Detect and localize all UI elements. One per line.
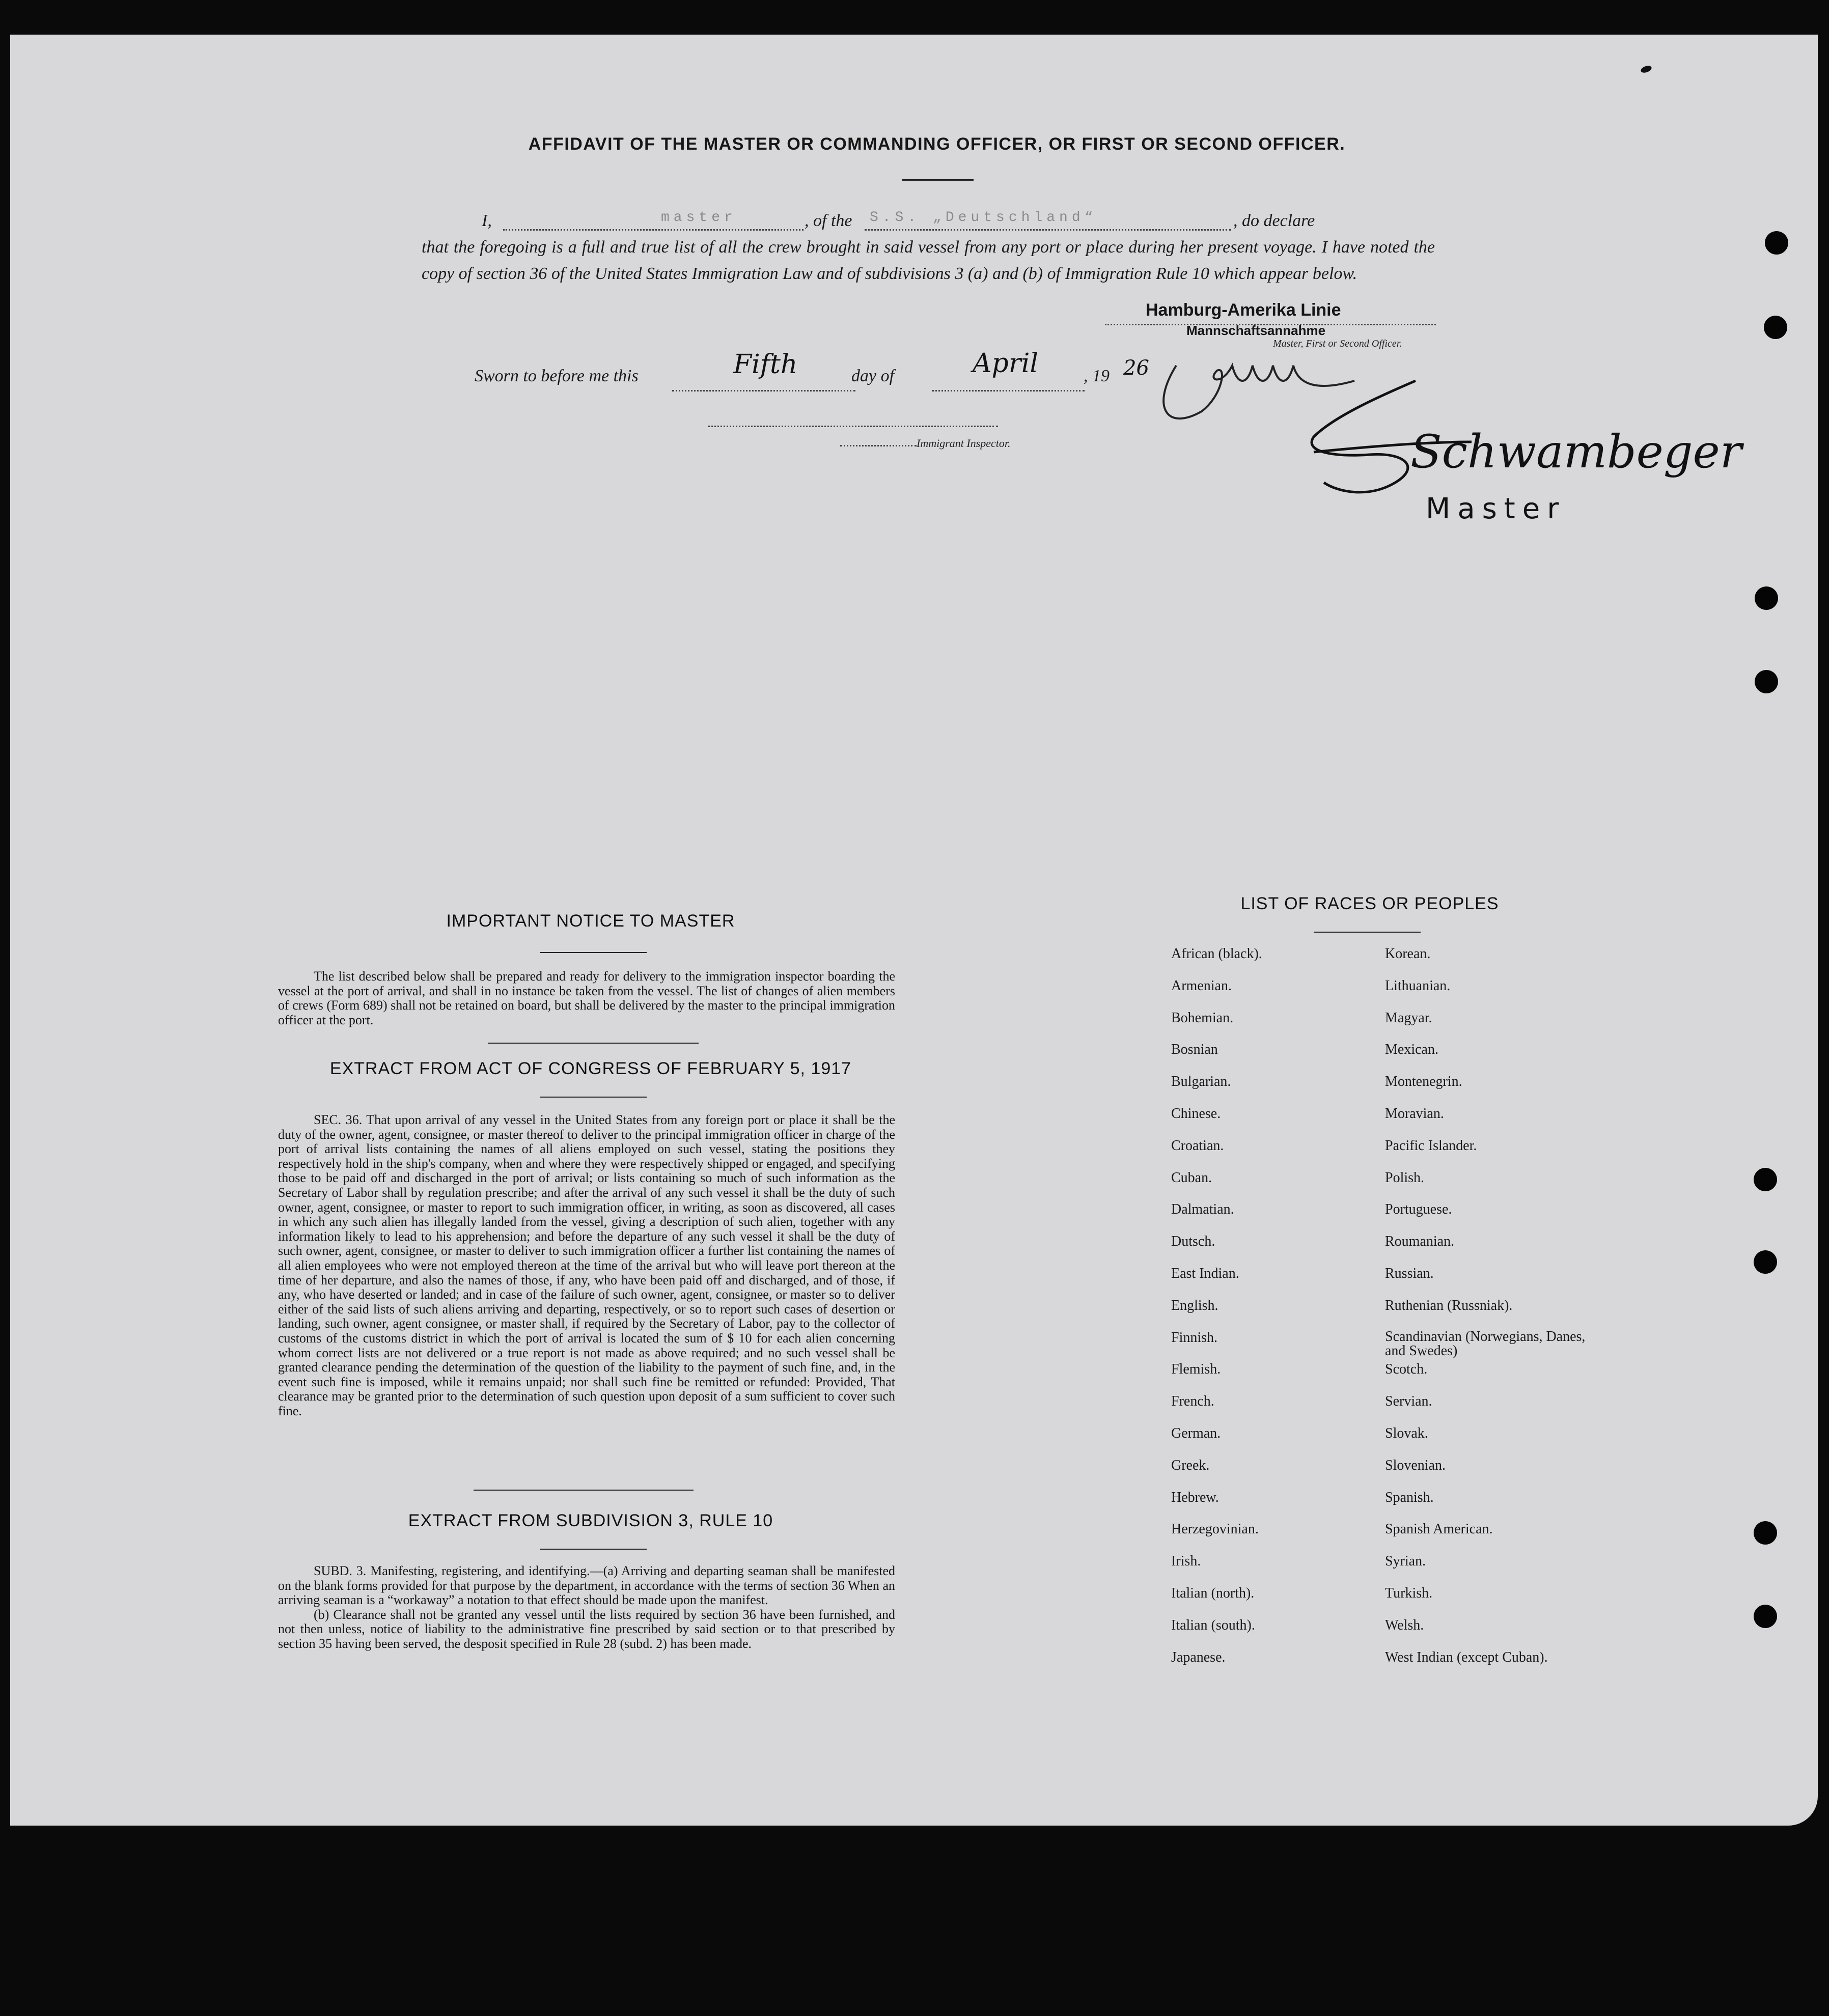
punch-hole xyxy=(1754,1250,1777,1274)
notice-paragraph: The list described below shall be prepared and ready for delivery to the immigration inspector boarding the vessel at the port of arrival, and shall in no instance be taken from the vessel. The list of changes of alien members of crews (Form 689) shall not be retained on board, but shall be delivered by the master to the principal immigration officer at the port. xyxy=(278,969,895,1027)
race-item: Roumanian. xyxy=(1385,1234,1455,1250)
inspector-line-1 xyxy=(708,423,998,427)
race-item: Syrian. xyxy=(1385,1553,1426,1570)
punch-hole xyxy=(1755,586,1778,610)
inspector-caption: Immigrant Inspector. xyxy=(917,437,1011,450)
race-item: Moravian. xyxy=(1385,1106,1444,1122)
race-item: English. xyxy=(1171,1297,1218,1313)
affidavit-first-line xyxy=(422,208,1435,234)
race-item: Lithuanian. xyxy=(1385,977,1451,994)
sworn-prefix: Sworn to before me this xyxy=(475,367,639,385)
race-item: Finnish. xyxy=(1171,1329,1218,1346)
signature-title: Master xyxy=(1426,492,1566,525)
inspector-line-2 xyxy=(840,442,917,446)
race-item: Mexican. xyxy=(1385,1042,1438,1058)
race-item: Welsh. xyxy=(1385,1617,1424,1633)
punch-hole xyxy=(1764,316,1787,339)
race-item: French. xyxy=(1171,1393,1214,1410)
race-item: Scandinavian (Norwegians, Danes, and Swedes) xyxy=(1385,1328,1586,1359)
divider xyxy=(1314,932,1421,933)
race-item: Spanish American. xyxy=(1385,1521,1493,1537)
race-item: Dutsch. xyxy=(1171,1234,1215,1250)
ink-mark xyxy=(1640,65,1653,74)
divider xyxy=(540,1549,647,1550)
divider xyxy=(902,179,974,181)
race-item: Croatian. xyxy=(1171,1137,1224,1154)
race-item: Servian. xyxy=(1385,1393,1432,1410)
race-item: German. xyxy=(1171,1425,1221,1441)
race-item: Polish. xyxy=(1385,1169,1425,1186)
act-title: EXTRACT FROM ACT OF CONGRESS OF FEBRUARY 5, 1917 xyxy=(329,1059,852,1078)
typed-rank: master xyxy=(661,210,737,226)
sworn-line xyxy=(475,367,639,386)
i-label: I, xyxy=(482,211,492,230)
divider xyxy=(540,952,647,953)
company-stamp-sub: Mannschaftsannahme xyxy=(1186,323,1326,338)
punch-hole xyxy=(1754,1605,1777,1628)
race-item: Portuguese. xyxy=(1385,1201,1452,1218)
race-item: Bohemian. xyxy=(1171,1010,1234,1026)
race-item: Irish. xyxy=(1171,1553,1201,1570)
divider xyxy=(488,1043,699,1044)
race-item: Russian. xyxy=(1385,1266,1434,1281)
race-item: African (black). xyxy=(1171,946,1262,962)
rule-paragraph-a: SUBD. 3. Manifesting, registering, and identifying.—(a) Arriving and departing seaman shall be manifested on the blank forms provided for that purpose by the department, in accordance with the terms of section 36 When an arriving seaman is a “workaway” a notation to that effect should be made upon the manifest. xyxy=(278,1563,895,1608)
race-item: Turkish. xyxy=(1385,1585,1433,1601)
race-item: Korean. xyxy=(1385,946,1431,962)
notice-body xyxy=(278,969,895,1027)
of-the-label: , of the xyxy=(805,211,852,230)
race-item: Armenian. xyxy=(1171,977,1232,994)
punch-hole xyxy=(1765,231,1788,255)
act-body xyxy=(278,1113,895,1418)
do-declare-label: , do declare xyxy=(1233,211,1315,230)
master-signature xyxy=(1304,366,1742,534)
race-item: West Indian (except Cuban). xyxy=(1385,1649,1548,1665)
rule-paragraph-b: (b) Clearance shall not be granted any vessel until the lists required by section 36 have been furnished, and not then unless, notice of liability to the administrative fine prescribed by said section or to that prescribed by section 35 having been served, the desposit specified in Rule 28 (subd. 2) has been made. xyxy=(278,1607,895,1651)
race-item: Bosnian xyxy=(1171,1042,1218,1058)
master-caption: Master, First or Second Officer. xyxy=(1273,338,1402,349)
race-item: Bulgarian. xyxy=(1171,1074,1231,1090)
race-item: Cuban. xyxy=(1171,1169,1212,1186)
race-item: Scotch. xyxy=(1385,1361,1428,1378)
signature-name: Schwambeger xyxy=(1410,425,1742,479)
divider xyxy=(540,1097,647,1098)
day-of-label: day of xyxy=(851,367,895,385)
race-item: Italian (south). xyxy=(1171,1617,1255,1633)
rule-body xyxy=(278,1564,895,1651)
race-item: Japanese. xyxy=(1171,1649,1226,1665)
handwritten-day: Fifth xyxy=(733,349,798,380)
punch-hole xyxy=(1754,1521,1777,1545)
act-paragraph: SEC. 36. That upon arrival of any vessel in the United States from any foreign port or place it shall be the duty of the owner, agent, consignee, or master thereof to deliver to the principal immigration officer in charge of the port of arrival lists containing the names of all aliens employed on such vessel, stating the positions they respectively hold in the ship's company, when and where they were respectively shipped or engaged, and specifying those to be paid off and discharged in the port of arrival; or lists containing so much of such information as the Secretary of Labor shall by regulation prescribe; and after the arrival of any such vessel it shall be the duty of such owner, agent, consignee, or master to report to such immigration officer, in writing, as soon as discovered, all cases in which any such alien has illegally landed from the vessel, giving a description of such alien, together with any information likely to lead to his apprehension; and before the departure of any such vessel it shall be the duty of such owner, agent, consignee, or master to deliver to such immigration officer a further list containing the names of all alien employees who were not employed thereon at the time of the arrival but who will leave port thereon at the time of her departure, and also the names of those, if any, who have been paid off and discharged, and of those, if any, who have deserted or landed; and in case of the failure of such owner, agent, consignee, or master so to deliver either of the said lists of such aliens arriving and departing, respectively, or so to report such cases of desertion or landing, such owner, agent consignee, or master shall, if required by the Secretary of Labor, pay to the collector of customs of the customs district in which the port of arrival is located the sum of $ 10 for each alien concerning whom correct lists are not delivered or a true report is not made as above required; and no such vessel shall be granted clearance pending the determination of the question of the liability to the payment of such fine, and, in the event such fine is imposed, while it remains unpaid; nor shall such fine be remitted or refunded: Provided, That clearance may be granted prior to the determination of such question upon deposit of a sum sufficient to cover such fine. xyxy=(278,1112,895,1418)
race-item: Dalmatian. xyxy=(1171,1201,1234,1218)
affidavit-text: that the foregoing is a full and true list of all the crew brought in said vessel from any port or place during her present voyage. I have noted the copy of section 36 of the United States Immigration Law and of subdivisions 3 (a) and (b) of Immigration Rule 10 which appear below. xyxy=(422,238,1435,283)
race-item: Pacific Islander. xyxy=(1385,1137,1477,1154)
race-item: Italian (north). xyxy=(1171,1585,1255,1601)
race-item: Greek. xyxy=(1171,1457,1210,1473)
divider xyxy=(474,1490,694,1491)
punch-hole xyxy=(1754,1168,1777,1191)
typed-vessel: S.S. „Deutschland“ xyxy=(870,210,1097,226)
race-item: Herzegovinian. xyxy=(1171,1521,1259,1537)
company-stamp: Hamburg-Amerika Linie xyxy=(1146,300,1341,320)
handwritten-year: 26 xyxy=(1123,356,1149,380)
rule-title: EXTRACT FROM SUBDIVISION 3, RULE 10 xyxy=(408,1511,773,1530)
races-title: LIST OF RACES OR PEOPLES xyxy=(1240,894,1499,913)
race-item: Flemish. xyxy=(1171,1361,1221,1378)
race-item: East Indian. xyxy=(1171,1266,1239,1281)
race-item: Slovak. xyxy=(1385,1425,1428,1441)
year-printed: , 19 xyxy=(1084,367,1110,385)
race-item: Montenegrin. xyxy=(1385,1074,1462,1090)
race-item: Slovenian. xyxy=(1385,1457,1446,1473)
race-item: Magyar. xyxy=(1385,1010,1432,1026)
document-page xyxy=(10,35,1818,1826)
notice-title: IMPORTANT NOTICE TO MASTER xyxy=(446,911,735,931)
race-item: Ruthenian (Russniak). xyxy=(1385,1297,1513,1313)
race-item: Spanish. xyxy=(1385,1489,1434,1505)
race-item: Hebrew. xyxy=(1171,1489,1219,1505)
rank-fill-line xyxy=(503,210,803,231)
handwritten-month: April xyxy=(973,348,1038,379)
punch-hole xyxy=(1755,670,1778,693)
race-item: Chinese. xyxy=(1171,1106,1221,1122)
master-signature-line xyxy=(1105,320,1436,325)
affidavit-title: AFFIDAVIT OF THE MASTER OR COMMANDING OFFICER, OR FIRST OR SECOND OFFICER. xyxy=(528,134,1346,154)
